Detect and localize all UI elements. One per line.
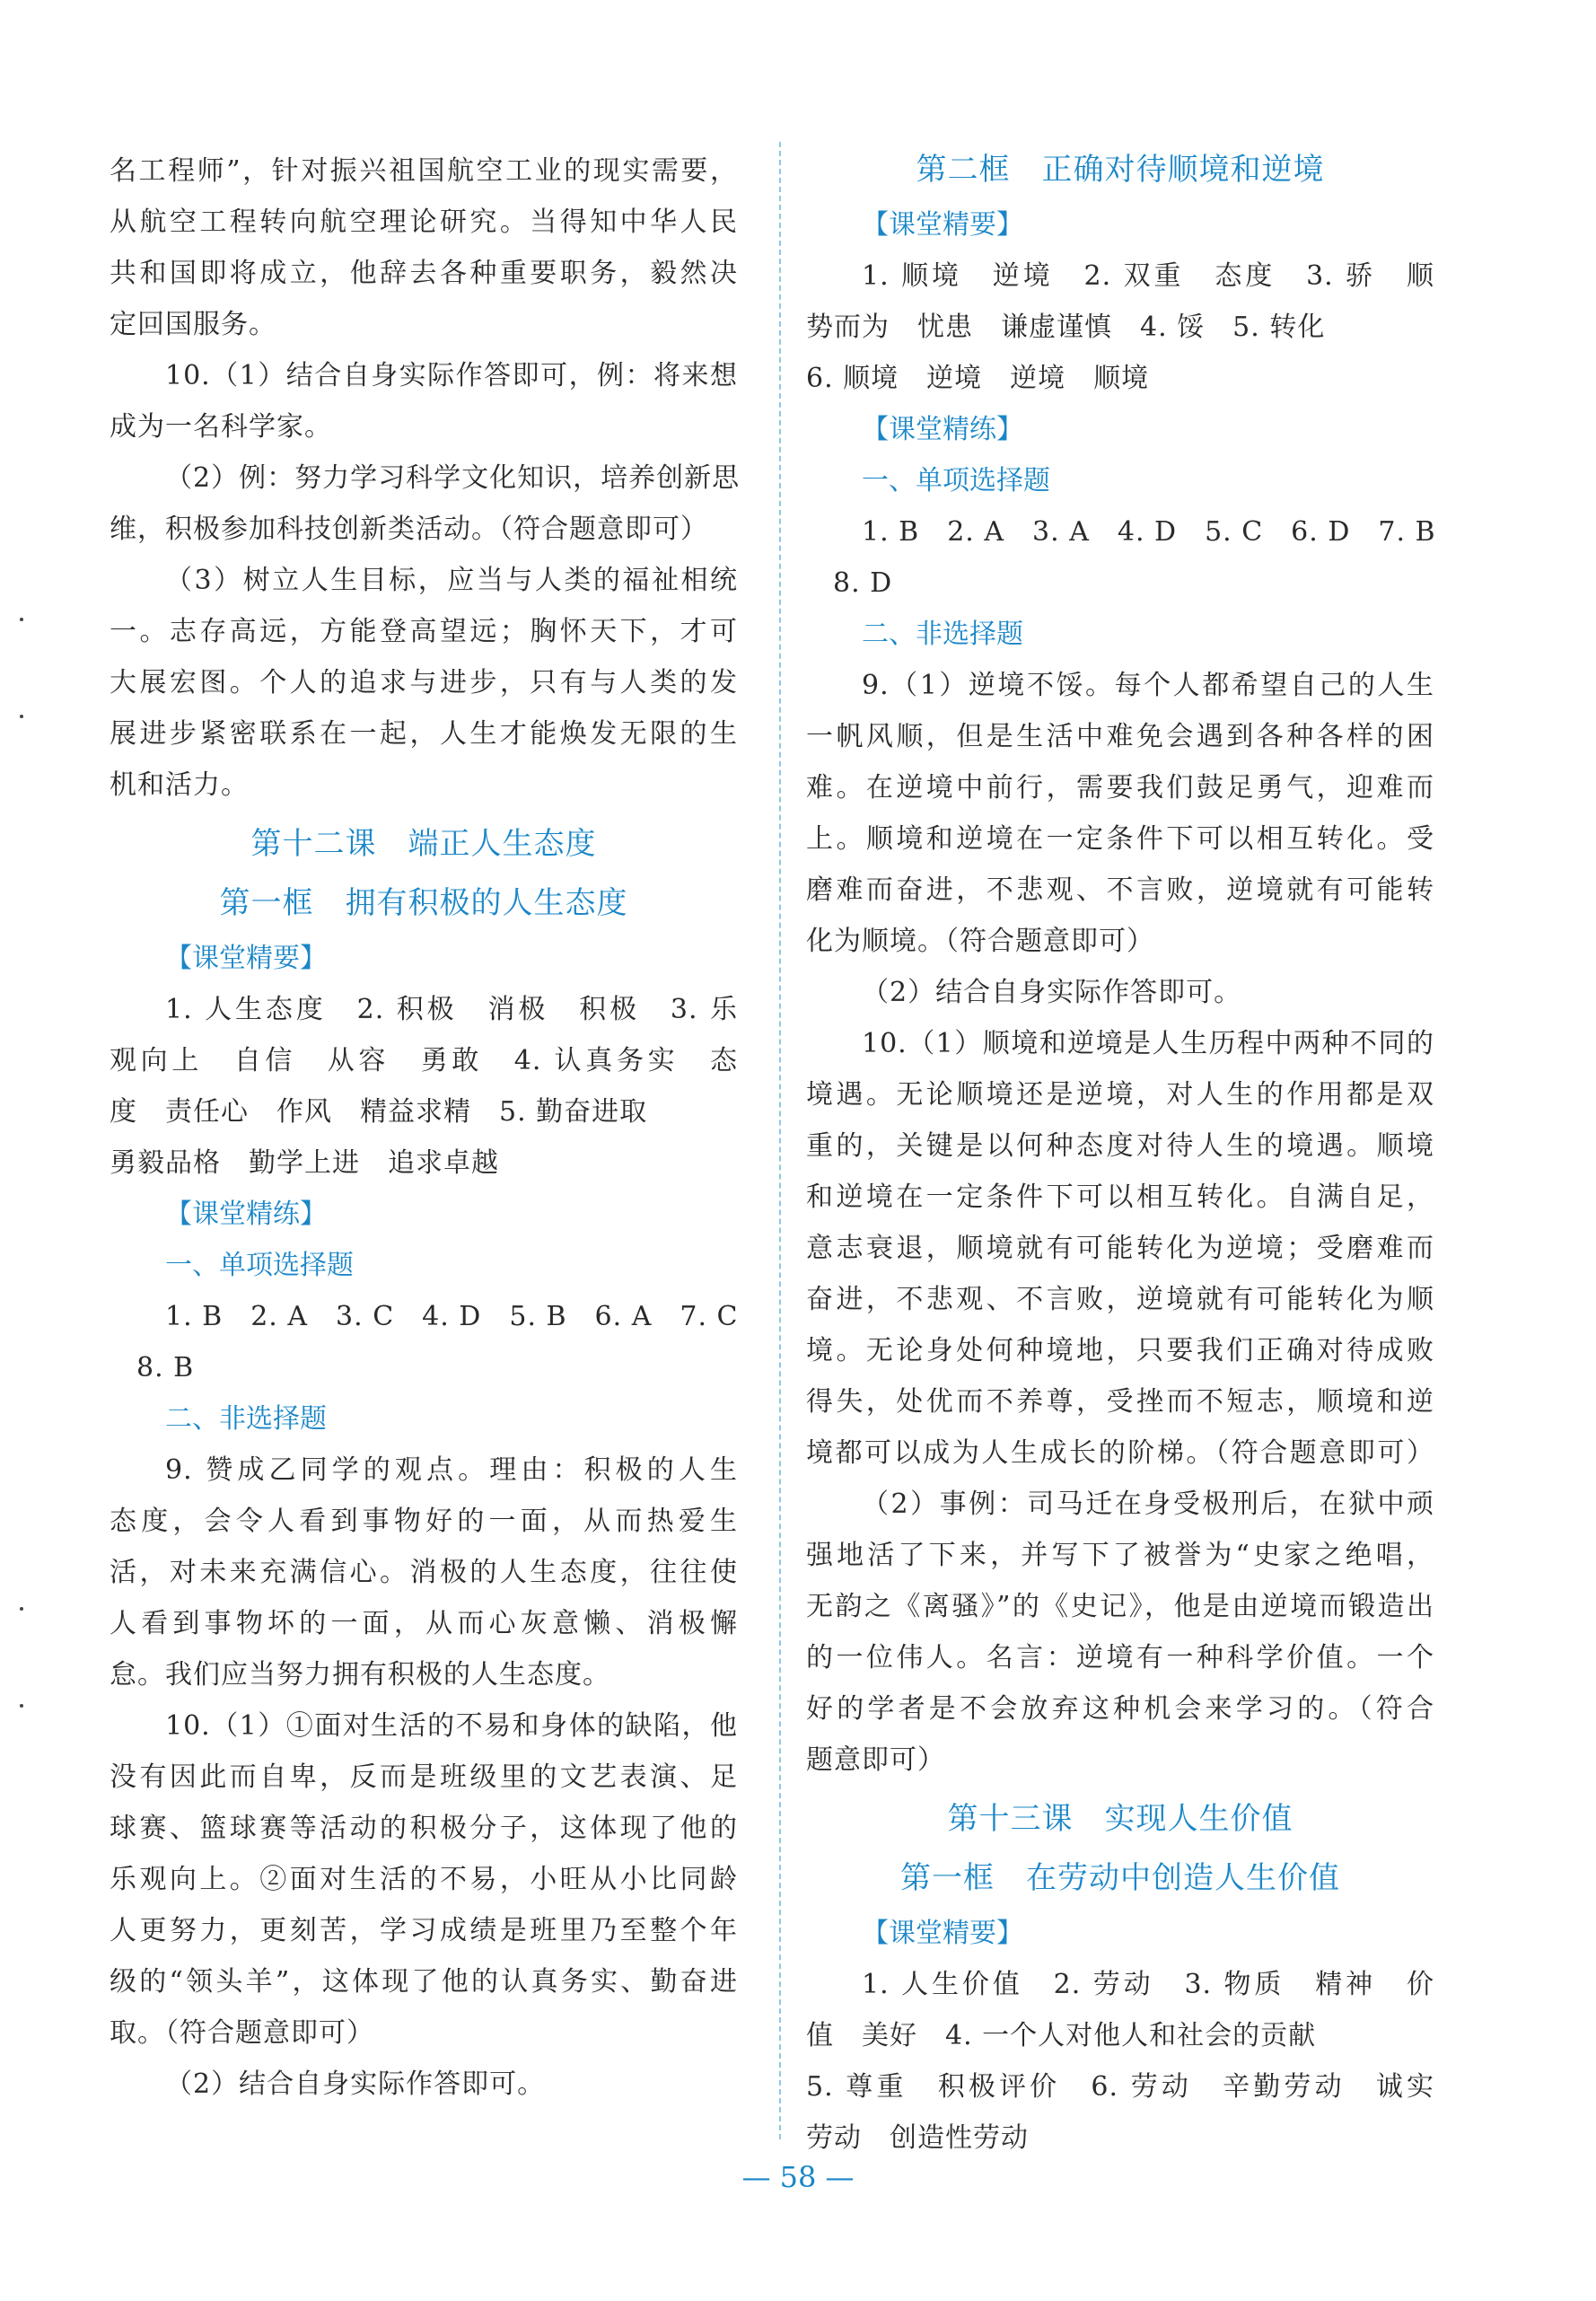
answer-line: （3）树立人生目标，应当与人类的福祉相统 bbox=[165, 565, 738, 596]
page-number: — 58 — bbox=[741, 2160, 855, 2194]
answer-line: 勇毅品格 勤学上进 追求卓越 bbox=[110, 1147, 499, 1179]
section-tag: 【课堂精要】 bbox=[165, 943, 327, 974]
answer-line: 度 责任心 作风 精益求精 5. 勤奋进取 bbox=[110, 1096, 648, 1128]
lesson-title: 第十三课 实现人生价值 bbox=[947, 1801, 1293, 1837]
text-line: 定回国服务。 bbox=[110, 309, 276, 340]
answer-line: 人看到事物坏的一面，从而心灰意懒、消极懈 bbox=[110, 1608, 738, 1639]
answer-line: 取。（符合题意即可） bbox=[110, 2017, 374, 2049]
right-column bbox=[806, 145, 1434, 2164]
choice-answers: 8. B bbox=[136, 1352, 195, 1383]
answer-line: 劳动 创造性劳动 bbox=[806, 2122, 1029, 2154]
section-tag: 【课堂精练】 bbox=[165, 1199, 327, 1230]
answer-line: 意志衰退，顺境就有可能转化为逆境；受磨难而 bbox=[806, 1233, 1434, 1264]
section-tag: 【课堂精练】 bbox=[862, 414, 1023, 445]
frame-title: 第一框 拥有积极的人生态度 bbox=[219, 885, 628, 921]
subsection-heading: 一、单项选择题 bbox=[165, 1250, 354, 1281]
margin-dot bbox=[20, 618, 23, 621]
choice-answers: 1. B 2. A 3. A 4. D 5. C 6. D 7. B bbox=[862, 516, 1436, 548]
answer-line: （2）结合自身实际作答即可。 bbox=[862, 977, 1242, 1008]
answer-line: 重的，关键是以何种态度对待人生的境遇。顺境 bbox=[806, 1130, 1434, 1162]
answer-line: 10.（1）顺境和逆境是人生历程中两种不同的 bbox=[862, 1028, 1434, 1059]
answer-line: 强地活了下来，并写下了被誉为“史家之绝唱， bbox=[806, 1540, 1434, 1571]
answer-line: 没有因此而自卑，反而是班级里的文艺表演、足 bbox=[110, 1761, 738, 1793]
margin-dot bbox=[20, 1704, 23, 1708]
lesson-title: 第十二课 端正人生态度 bbox=[250, 826, 597, 862]
answer-line: （2）例：努力学习科学文化知识，培养创新思 bbox=[165, 462, 741, 494]
answer-line: 6. 顺境 逆境 逆境 顺境 bbox=[806, 363, 1150, 394]
answer-line: 值 美好 4. 一个人对他人和社会的贡献 bbox=[806, 2020, 1317, 2051]
answer-line: 10.（1）结合自身实际作答即可，例：将来想 bbox=[165, 360, 738, 391]
answer-line: 5. 尊重 积极评价 6. 劳动 辛勤劳动 诚实 bbox=[806, 2071, 1434, 2103]
answer-line: （2）结合自身实际作答即可。 bbox=[165, 2068, 546, 2100]
answer-line: 观向上 自信 从容 勇敢 4. 认真务实 态 bbox=[110, 1045, 738, 1076]
answer-line: 大展宏图。个人的追求与进步，只有与人类的发 bbox=[110, 667, 738, 698]
text-line: 共和国即将成立，他辞去各种重要职务，毅然决 bbox=[110, 258, 738, 289]
answer-line: 一帆风顺，但是生活中难免会遇到各种各样的困 bbox=[806, 721, 1434, 752]
text-line: 名工程师”，针对振兴祖国航空工业的现实需要， bbox=[110, 155, 738, 187]
answer-line: 级的“领头羊”，这体现了他的认真务实、勤奋进 bbox=[110, 1966, 738, 1998]
answer-line: 机和活力。 bbox=[110, 769, 249, 801]
answer-line: 9. 赞成乙同学的观点。理由：积极的人生 bbox=[165, 1454, 738, 1486]
answer-line: 和逆境在一定条件下可以相互转化。自满自足， bbox=[806, 1181, 1434, 1213]
answer-line: 活，对未来充满信心。消极的人生态度，往往使 bbox=[110, 1557, 738, 1588]
choice-answers: 1. B 2. A 3. C 4. D 5. B 6. A 7. C bbox=[165, 1301, 739, 1332]
answer-line: 好的学者是不会放弃这种机会来学习的。（符合 bbox=[806, 1693, 1434, 1725]
answer-line: 10.（1）①面对生活的不易和身体的缺陷，他 bbox=[165, 1710, 738, 1742]
answer-line: 境。无论身处何种境地，只要我们正确对待成败 bbox=[806, 1335, 1434, 1366]
frame-title: 第二框 正确对待顺境和逆境 bbox=[916, 152, 1325, 188]
answer-line: 无韵之《离骚》”的《史记》，他是由逆境而锻造出 bbox=[806, 1591, 1434, 1622]
subsection-heading: 一、单项选择题 bbox=[862, 465, 1050, 496]
text-line: 从航空工程转向航空理论研究。当得知中华人民 bbox=[110, 206, 738, 238]
answer-line: 展进步紧密联系在一起，人生才能焕发无限的生 bbox=[110, 718, 738, 750]
answer-line: 题意即可） bbox=[806, 1744, 945, 1776]
answer-line: 上。顺境和逆境在一定条件下可以相互转化。受 bbox=[806, 823, 1434, 855]
section-tag: 【课堂精要】 bbox=[862, 209, 1023, 241]
answer-line: 1. 人生态度 2. 积极 消极 积极 3. 乐 bbox=[165, 994, 738, 1025]
answer-line: 化为顺境。（符合题意即可） bbox=[806, 926, 1154, 957]
choice-answers: 8. D bbox=[833, 567, 893, 599]
left-column bbox=[110, 145, 741, 2110]
subsection-heading: 二、非选择题 bbox=[165, 1403, 327, 1435]
subsection-heading: 二、非选择题 bbox=[862, 619, 1023, 650]
margin-dot bbox=[20, 1607, 23, 1611]
section-tag: 【课堂精要】 bbox=[862, 1918, 1023, 1949]
answer-line: 态度，会令人看到事物好的一面，从而热爱生 bbox=[110, 1506, 738, 1537]
answer-line: 成为一名科学家。 bbox=[110, 411, 332, 443]
answer-line: 9.（1）逆境不馁。每个人都希望自己的人生 bbox=[862, 670, 1434, 701]
answer-line: 磨难而奋进，不悲观、不言败，逆境就有可能转 bbox=[806, 874, 1434, 906]
answer-line: 奋进，不悲观、不言败，逆境就有可能转化为顺 bbox=[806, 1284, 1434, 1315]
answer-line: 的一位伟人。名言：逆境有一种科学价值。一个 bbox=[806, 1642, 1434, 1673]
answer-line: （2）事例：司马迁在身受极刑后，在狱中顽 bbox=[862, 1489, 1434, 1520]
answer-line: 维，积极参加科技创新类活动。（符合题意即可） bbox=[110, 514, 708, 545]
answer-line: 怠。我们应当努力拥有积极的人生态度。 bbox=[110, 1659, 610, 1691]
answer-line: 境遇。无论顺境还是逆境，对人生的作用都是双 bbox=[806, 1079, 1434, 1111]
answer-line: 1. 顺境 逆境 2. 双重 态度 3. 骄 顺 bbox=[862, 260, 1434, 292]
answer-line: 一。志存高远，方能登高望远；胸怀天下，才可 bbox=[110, 616, 738, 647]
answer-line: 得失，处优而不养尊，受挫而不短志，顺境和逆 bbox=[806, 1386, 1434, 1418]
column-divider bbox=[779, 142, 781, 2139]
answer-line: 势而为 忧患 谦虚谨慎 4. 馁 5. 转化 bbox=[806, 312, 1326, 343]
answer-line: 人更努力，更刻苦，学习成绩是班里乃至整个年 bbox=[110, 1915, 738, 1946]
frame-title: 第一框 在劳动中创造人生价值 bbox=[900, 1860, 1340, 1896]
margin-dot bbox=[20, 715, 23, 718]
answer-line: 1. 人生价值 2. 劳动 3. 物质 精神 价 bbox=[862, 1969, 1434, 2000]
answer-line: 境都可以成为人生成长的阶梯。（符合题意即可） bbox=[806, 1437, 1434, 1469]
answer-line: 乐观向上。②面对生活的不易，小旺从小比同龄 bbox=[110, 1864, 738, 1895]
answer-line: 难。在逆境中前行，需要我们鼓足勇气，迎难而 bbox=[806, 772, 1434, 804]
answer-line: 球赛、篮球赛等活动的积极分子，这体现了他的 bbox=[110, 1813, 738, 1844]
